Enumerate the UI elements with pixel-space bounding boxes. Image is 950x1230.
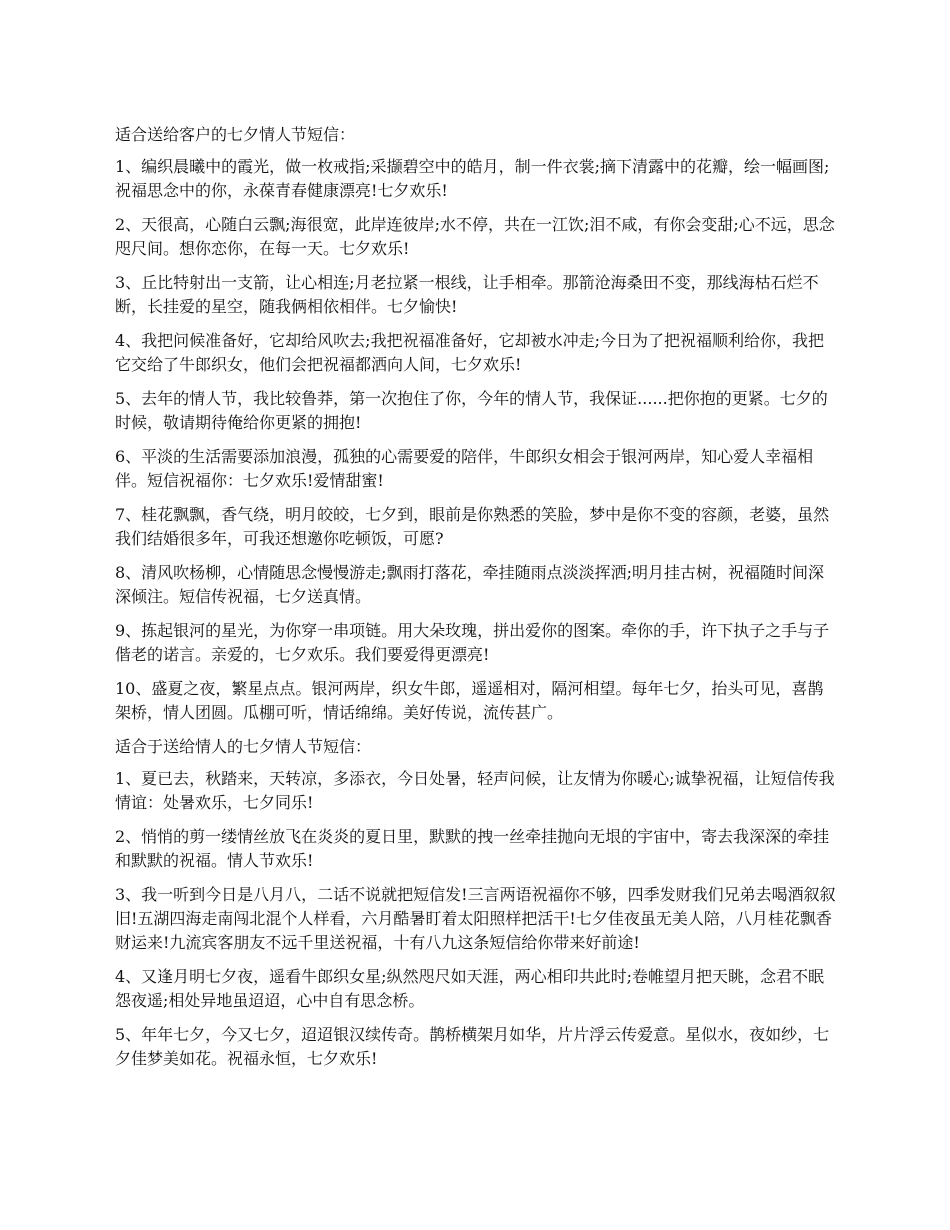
message-paragraph: 10、盛夏之夜，繁星点点。银河两岸，织女牛郎，遥遥相对，隔河相望。每年七夕，抬头可见，喜鹊架桥，情人团圆。瓜棚可听，情话绵绵。美好传说，流传甚广。	[115, 679, 824, 722]
message-paragraph: 3、我一听到今日是八月八，二话不说就把短信发!三言两语祝福你不够，四季发财我们兄弟去喝酒叙叙旧!五湖四海走南闯北混个人样看，六月酷暑盯着太阳照样把活干!七夕佳夜虽无美人陪，八月桂花飘香财运来!九流宾客朋友不远千里送祝福，十有八九这条短信给你带来好前途!	[115, 885, 836, 952]
message-paragraph: 5、年年七夕，今又七夕，迢迢银汉续传奇。鹊桥横架月如华，片片浮云传爱意。星似水，夜如纱，七夕佳梦美如花。祝福永恒，七夕欢乐!	[115, 1025, 830, 1068]
message-paragraph: 5、去年的情人节，我比较鲁莽，第一次抱住了你，今年的情人节，我保证......把你抱的更紧。七夕的时候，敬请期待俺给你更紧的拥抱!	[115, 389, 828, 432]
message-paragraph: 4、我把问候准备好，它却给风吹去;我把祝福准备好，它却被水冲走;今日为了把祝福顺利给你，我把它交给了牛郎织女，他们会把祝福都洒向人间，七夕欢乐!	[115, 331, 824, 374]
message-paragraph: 9、拣起银河的星光，为你穿一串项链。用大朵玫瑰，拼出爱你的图案。牵你的手，许下执子之手与子偕老的诺言。亲爱的，七夕欢乐。我们要爱得更漂亮!	[115, 621, 830, 664]
message-paragraph: 3、丘比特射出一支箭，让心相连;月老拉紧一根线，让手相牵。那箭沧海桑田不变，那线海枯石烂不断，长挂爱的星空，随我俩相依相伴。七夕愉快!	[115, 273, 819, 316]
section-heading-clients: 适合送给客户的七夕情人节短信：	[115, 125, 356, 144]
message-paragraph: 1、夏已去，秋踏来，天转凉，多添衣，今日处暑，轻声问候，让友情为你暖心;诚挚祝福，让短信传我情谊：处暑欢乐，七夕同乐!	[115, 769, 835, 812]
message-paragraph: 4、又逢月明七夕夜，遥看牛郎织女星;纵然咫尺如天涯，两心相印共此时;卷帷望月把天眺，念君不眠怨夜遥;相处异地虽迢迢，心中自有思念桥。	[115, 967, 824, 1010]
message-paragraph: 2、悄悄的剪一缕情丝放飞在炎炎的夏日里，默默的拽一丝牵挂抛向无垠的宇宙中，寄去我深深的牵挂和默默的祝福。情人节欢乐!	[115, 827, 830, 870]
document-body	[115, 123, 837, 1081]
message-paragraph: 7、桂花飘飘，香气绕，明月皎皎，七夕到，眼前是你熟悉的笑脸，梦中是你不变的容颜，老婆，虽然我们结婚很多年，可我还想邀你吃顿饭，可愿?	[115, 505, 830, 548]
message-paragraph: 2、天很高，心随白云飘;海很宽，此岸连彼岸;水不停，共在一江饮;泪不咸，有你会变甜;心不远，思念咫尺间。想你恋你，在每一天。七夕欢乐!	[115, 215, 835, 258]
message-paragraph: 6、平淡的生活需要添加浪漫，孤独的心需要爱的陪伴，牛郎织女相会于银河两岸，知心爱人幸福相伴。短信祝福你：七夕欢乐!爱情甜蜜!	[115, 447, 814, 490]
message-paragraph: 8、清风吹杨柳，心情随思念慢慢游走;飘雨打落花，牵挂随雨点淡淡挥洒;明月挂古树，祝福随时间深深倾注。短信传祝福，七夕送真情。	[115, 563, 824, 606]
message-paragraph: 1、编织晨曦中的霞光，做一枚戒指;采撷碧空中的皓月，制一件衣裳;摘下清露中的花瓣，绘一幅画图;祝福思念中的你，永葆青春健康漂亮!七夕欢乐!	[115, 157, 830, 200]
section-heading-lovers: 适合于送给情人的七夕情人节短信：	[115, 737, 372, 756]
